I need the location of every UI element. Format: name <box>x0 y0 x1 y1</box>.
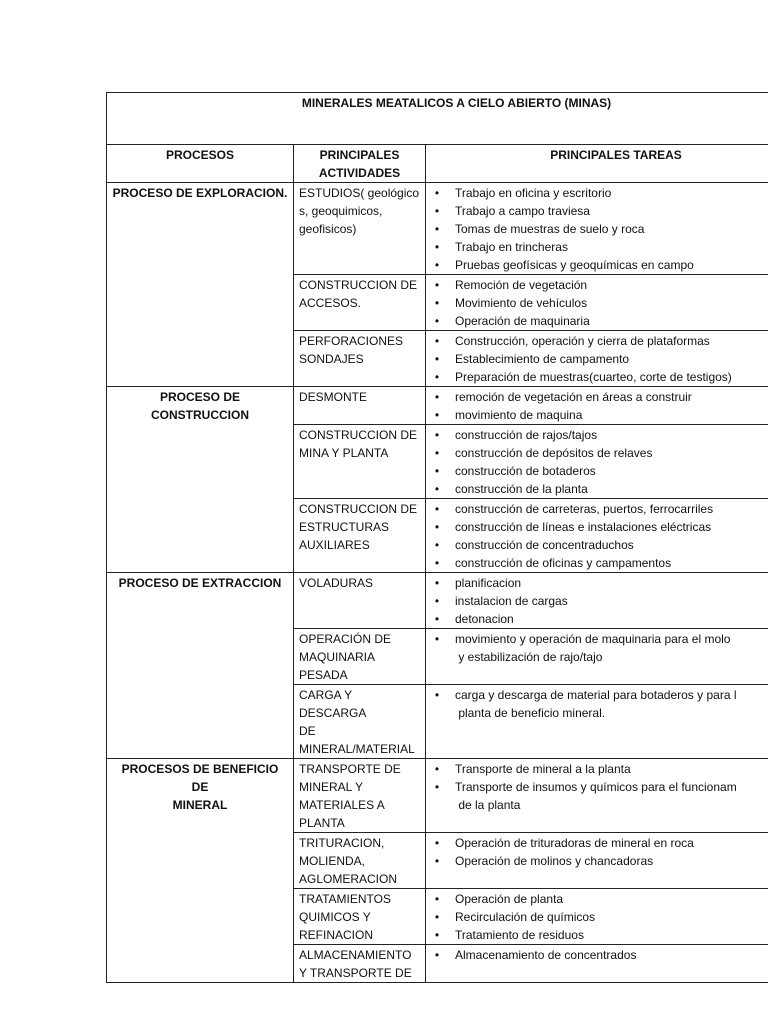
table-row <box>107 183 768 275</box>
bullet-icon: • <box>434 428 440 442</box>
task-text: Pruebas geofísicas y geoquímicas en campo <box>455 258 694 272</box>
task-text: construcción de depósitos de relaves <box>455 446 653 460</box>
task-text: detonacion <box>455 612 514 626</box>
task-text: instalacion de cargas <box>455 594 568 608</box>
bullet-icon: • <box>434 948 440 962</box>
activity-cell: CONSTRUCCION DE ACCESOS. <box>294 275 426 331</box>
task-list <box>431 426 768 498</box>
mining-processes-table <box>106 92 768 983</box>
task-text: Operación de planta <box>455 892 564 906</box>
activity-cell: ESTUDIOS( geológico s, geoquimicos, geofisicos) <box>294 183 426 275</box>
task-text: Tratamiento de residuos <box>455 928 584 942</box>
task-text: Preparación de muestras(cuarteo, corte de testigos) <box>455 370 732 384</box>
activity-cell: DESMONTE <box>294 387 426 425</box>
task-list <box>431 332 768 386</box>
bullet-icon: • <box>434 502 440 516</box>
tasks-cell <box>426 387 768 425</box>
task-text: planificacion <box>455 576 522 590</box>
tasks-cell <box>426 183 768 275</box>
task-item <box>431 350 768 368</box>
tasks-cell <box>426 275 768 331</box>
header-tareas: PRINCIPALES TAREAS <box>426 145 768 183</box>
activity-cell: TRATAMIENTOS QUIMICOS Y REFINACION <box>294 889 426 945</box>
activity-cell: PERFORACIONES SONDAJES <box>294 331 426 387</box>
bullet-icon: • <box>434 222 440 236</box>
task-text: Transporte de mineral a la planta <box>455 762 631 776</box>
task-item <box>431 536 768 554</box>
task-item <box>431 276 768 294</box>
bullet-icon: • <box>434 892 440 906</box>
bullet-icon: • <box>434 762 440 776</box>
task-text: construcción de oficinas y campamentos <box>455 556 672 570</box>
bullet-icon: • <box>434 576 440 590</box>
tasks-cell <box>426 629 768 685</box>
task-text: Trabajo en trincheras <box>455 240 568 254</box>
task-text: Transporte de insumos y químicos para el funcionam de la planta <box>455 780 737 812</box>
task-list <box>431 388 768 424</box>
bullet-icon: • <box>434 390 440 404</box>
bullet-icon: • <box>434 258 440 272</box>
task-list <box>431 890 768 944</box>
table-row <box>107 759 768 833</box>
bullet-icon: • <box>434 688 440 702</box>
task-list <box>431 276 768 330</box>
task-item <box>431 890 768 908</box>
task-item <box>431 686 768 722</box>
task-text: construcción de líneas e instalaciones eléctricas <box>455 520 712 534</box>
task-item <box>431 946 768 964</box>
task-list <box>431 760 768 814</box>
tasks-cell <box>426 889 768 945</box>
tasks-cell <box>426 499 768 573</box>
tasks-cell <box>426 759 768 833</box>
process-cell: PROCESO DE EXTRACCION <box>107 573 294 759</box>
task-text: Recirculación de químicos <box>455 910 596 924</box>
task-text: Trabajo en oficina y escritorio <box>455 186 612 200</box>
task-item <box>431 312 768 330</box>
task-text: carga y descarga de material para botaderos y para l planta de beneficio mineral. <box>455 688 737 720</box>
task-list <box>431 574 768 628</box>
activity-cell: CONSTRUCCION DE ESTRUCTURAS AUXILIARES <box>294 499 426 573</box>
task-text: Tomas de muestras de suelo y roca <box>455 222 645 236</box>
table-title: MINERALES MEATALICOS A CIELO ABIERTO (MINAS) <box>107 93 768 145</box>
bullet-icon: • <box>434 408 440 422</box>
header-actividades: PRINCIPALES ACTIVIDADES <box>294 145 426 183</box>
task-text: Trabajo a campo traviesa <box>455 204 590 218</box>
task-item <box>431 202 768 220</box>
task-item <box>431 518 768 536</box>
bullet-icon: • <box>434 370 440 384</box>
task-text: movimiento de maquina <box>455 408 583 422</box>
table-body <box>107 93 768 983</box>
task-item <box>431 834 768 852</box>
process-cell: PROCESOS DE BENEFICIO DE MINERAL <box>107 759 294 983</box>
task-item <box>431 852 768 870</box>
bullet-icon: • <box>434 780 440 794</box>
task-list <box>431 184 768 274</box>
task-item <box>431 926 768 944</box>
bullet-icon: • <box>434 334 440 348</box>
task-text: Operación de trituradoras de mineral en roca <box>455 836 694 850</box>
task-text: Construcción, operación y cierra de plataformas <box>455 334 710 348</box>
bullet-icon: • <box>434 854 440 868</box>
bullet-icon: • <box>434 612 440 626</box>
task-item <box>431 462 768 480</box>
activity-cell: VOLADURAS <box>294 573 426 629</box>
task-item <box>431 184 768 202</box>
header-procesos: PROCESOS <box>107 145 294 183</box>
bullet-icon: • <box>434 836 440 850</box>
task-item <box>431 480 768 498</box>
task-text: movimiento y operación de maquinaria para el molo y estabilización de rajo/tajo <box>455 632 731 664</box>
bullet-icon: • <box>434 538 440 552</box>
tasks-cell <box>426 573 768 629</box>
task-item <box>431 908 768 926</box>
task-item <box>431 332 768 350</box>
task-text: construcción de concentraduchos <box>455 538 634 552</box>
task-text: Operación de maquinaria <box>455 314 590 328</box>
bullet-icon: • <box>434 632 440 646</box>
activity-cell: ALMACENAMIENTO Y TRANSPORTE DE <box>294 945 426 983</box>
task-text: construcción de rajos/tajos <box>455 428 598 442</box>
bullet-icon: • <box>434 296 440 310</box>
bullet-icon: • <box>434 556 440 570</box>
task-item <box>431 592 768 610</box>
task-list <box>431 686 768 722</box>
bullet-icon: • <box>434 240 440 254</box>
process-cell: PROCESO DE CONSTRUCCION <box>107 387 294 573</box>
task-text: construcción de la planta <box>455 482 588 496</box>
task-item <box>431 610 768 628</box>
bullet-icon: • <box>434 910 440 924</box>
task-text: construcción de carreteras, puertos, ferrocarriles <box>455 502 714 516</box>
task-item <box>431 426 768 444</box>
task-item <box>431 388 768 406</box>
header-row <box>107 145 768 183</box>
task-item <box>431 500 768 518</box>
task-text: Movimiento de vehículos <box>455 296 588 310</box>
bullet-icon: • <box>434 314 440 328</box>
task-item <box>431 554 768 572</box>
task-text: construcción de botaderos <box>455 464 596 478</box>
task-text: Remoción de vegetación <box>455 278 588 292</box>
activity-cell: TRITURACION, MOLIENDA, AGLOMERACION <box>294 833 426 889</box>
bullet-icon: • <box>434 352 440 366</box>
task-text: Establecimiento de campamento <box>455 352 630 366</box>
table-row <box>107 573 768 629</box>
tasks-cell <box>426 833 768 889</box>
task-text: remoción de vegetación en áreas a construir <box>455 390 692 404</box>
tasks-cell <box>426 945 768 983</box>
task-list <box>431 834 768 870</box>
activity-cell: CONSTRUCCION DE MINA Y PLANTA <box>294 425 426 499</box>
task-item <box>431 778 768 814</box>
task-list <box>431 946 768 964</box>
task-item <box>431 256 768 274</box>
task-item <box>431 238 768 256</box>
task-item <box>431 406 768 424</box>
task-item <box>431 630 768 666</box>
bullet-icon: • <box>434 204 440 218</box>
tasks-cell <box>426 331 768 387</box>
activity-cell: OPERACIÓN DE MAQUINARIA PESADA <box>294 629 426 685</box>
process-cell: PROCESO DE EXPLORACION. <box>107 183 294 387</box>
task-item <box>431 760 768 778</box>
task-text: Operación de molinos y chancadoras <box>455 854 654 868</box>
bullet-icon: • <box>434 464 440 478</box>
task-item <box>431 574 768 592</box>
bullet-icon: • <box>434 594 440 608</box>
task-item <box>431 294 768 312</box>
task-list <box>431 500 768 572</box>
task-text: Almacenamiento de concentrados <box>455 948 637 962</box>
title-row <box>107 93 768 145</box>
bullet-icon: • <box>434 928 440 942</box>
task-item <box>431 444 768 462</box>
bullet-icon: • <box>434 186 440 200</box>
tasks-cell <box>426 425 768 499</box>
task-item <box>431 368 768 386</box>
bullet-icon: • <box>434 446 440 460</box>
bullet-icon: • <box>434 520 440 534</box>
task-item <box>431 220 768 238</box>
table-row <box>107 387 768 425</box>
activity-cell: TRANSPORTE DE MINERAL Y MATERIALES A PLANTA <box>294 759 426 833</box>
tasks-cell <box>426 685 768 759</box>
task-list <box>431 630 768 666</box>
activity-cell: CARGA Y DESCARGA DE MINERAL/MATERIAL <box>294 685 426 759</box>
bullet-icon: • <box>434 482 440 496</box>
bullet-icon: • <box>434 278 440 292</box>
